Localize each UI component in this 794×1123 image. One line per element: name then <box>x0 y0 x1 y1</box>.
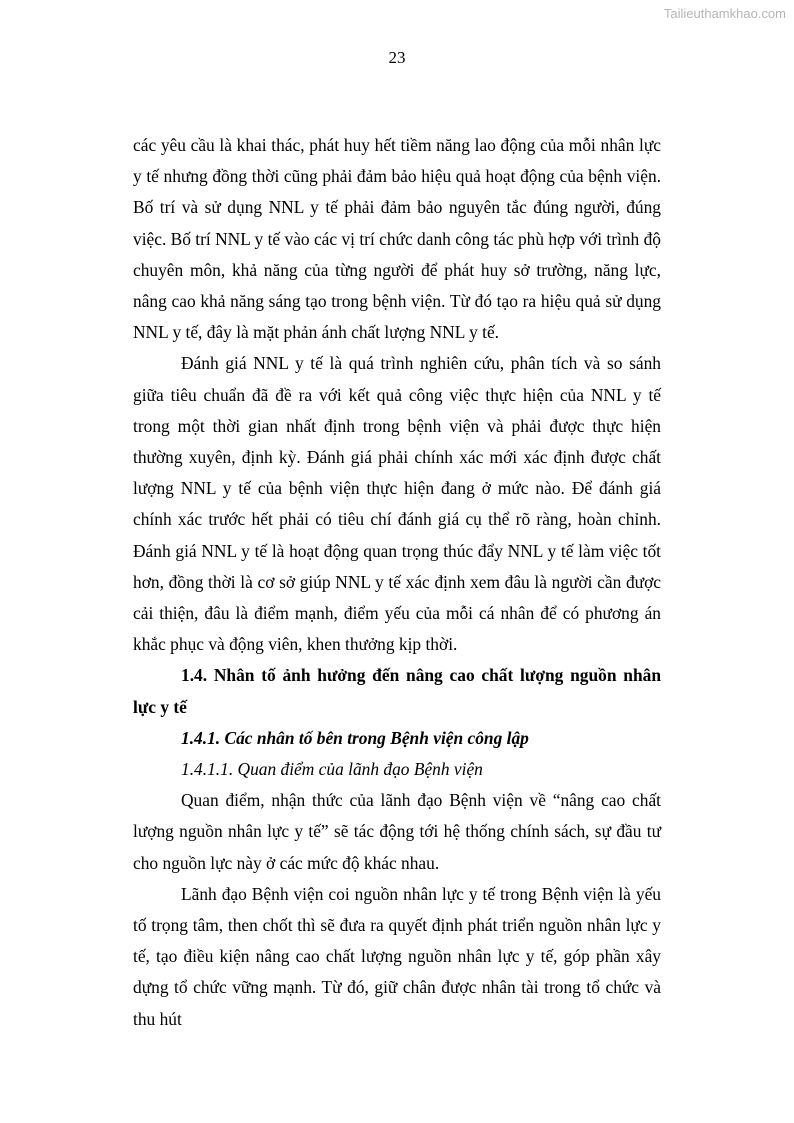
paragraph: Quan điểm, nhận thức của lãnh đạo Bệnh viện về “nâng cao chất lượng nguồn nhân lực y tế” sẽ tác động tới hệ thống chính sách, sự đầu tư cho nguồn lực này ở các mức độ khác nhau. <box>133 790 661 873</box>
paragraph: Lãnh đạo Bệnh viện coi nguồn nhân lực y tế trong Bệnh viện là yếu tố trọng tâm, then chốt thì sẽ đưa ra quyết định phát triển nguồn nhân lực y tế, tạo điều kiện nâng cao chất lượng nguồn nhân lực y tế, góp phần xây dựng tổ chức vững mạnh. Từ đó, giữ chân được nhân tài trong tổ chức và thu hút <box>133 883 661 1029</box>
paragraph: Đánh giá NNL y tế là quá trình nghiên cứu, phân tích và so sánh giữa tiêu chuẩn đã đề ra với kết quả công việc thực hiện của NNL y tế trong một thời gian nhất định trong bệnh viện và phải được thực hiện thường xuyên, định kỳ. Đánh giá phải chính xác mới xác định được chất lượng NNL y tế của bệnh viện thực hiện đang ở mức nào. Để đánh giá chính xác trước hết phải có tiêu chí đánh giá cụ thể rõ ràng, hoàn chỉnh. Đánh giá NNL y tế là hoạt động quan trọng thúc đẩy NNL y tế làm việc tốt hơn, đồng thời là cơ sở giúp NNL y tế xác định xem đâu là người cần được cải thiện, đâu là điểm mạnh, điểm yếu của mỗi cá nhân để có phương án khắc phục và động viên, khen thưởng kịp thời. <box>133 353 661 655</box>
page-number: 23 <box>388 48 406 67</box>
subsection-heading: 1.4.1. Các nhân tố bên trong Bệnh viện công lập <box>181 727 529 748</box>
subsubsection-heading: 1.4.1.1. Quan điểm của lãnh đạo Bệnh viện <box>181 759 483 780</box>
paragraph: các yêu cầu là khai thác, phát huy hết tiềm năng lao động của mỗi nhân lực y tế nhưng đồng thời cũng phải đảm bảo hiệu quả hoạt động của bệnh viện. Bố trí và sử dụng NNL y tế phải đảm bảo nguyên tắc đúng người, đúng việc. Bố trí NNL y tế vào các vị trí chức danh công tác phù hợp với trình độ chuyên môn, khả năng của từng người để phát huy sở trường, năng lực, nâng cao khả năng sáng tạo trong bệnh viện. Từ đó tạo ra hiệu quả sử dụng NNL y tế, đây là mặt phản ánh chất lượng NNL y tế. <box>133 135 661 343</box>
section-heading: 1.4. Nhân tố ảnh hưởng đến nâng cao chất lượng nguồn nhân lực y tế <box>133 665 661 717</box>
document-body <box>133 130 661 1035</box>
watermark: Tailieuthamkhao.com <box>663 6 786 21</box>
